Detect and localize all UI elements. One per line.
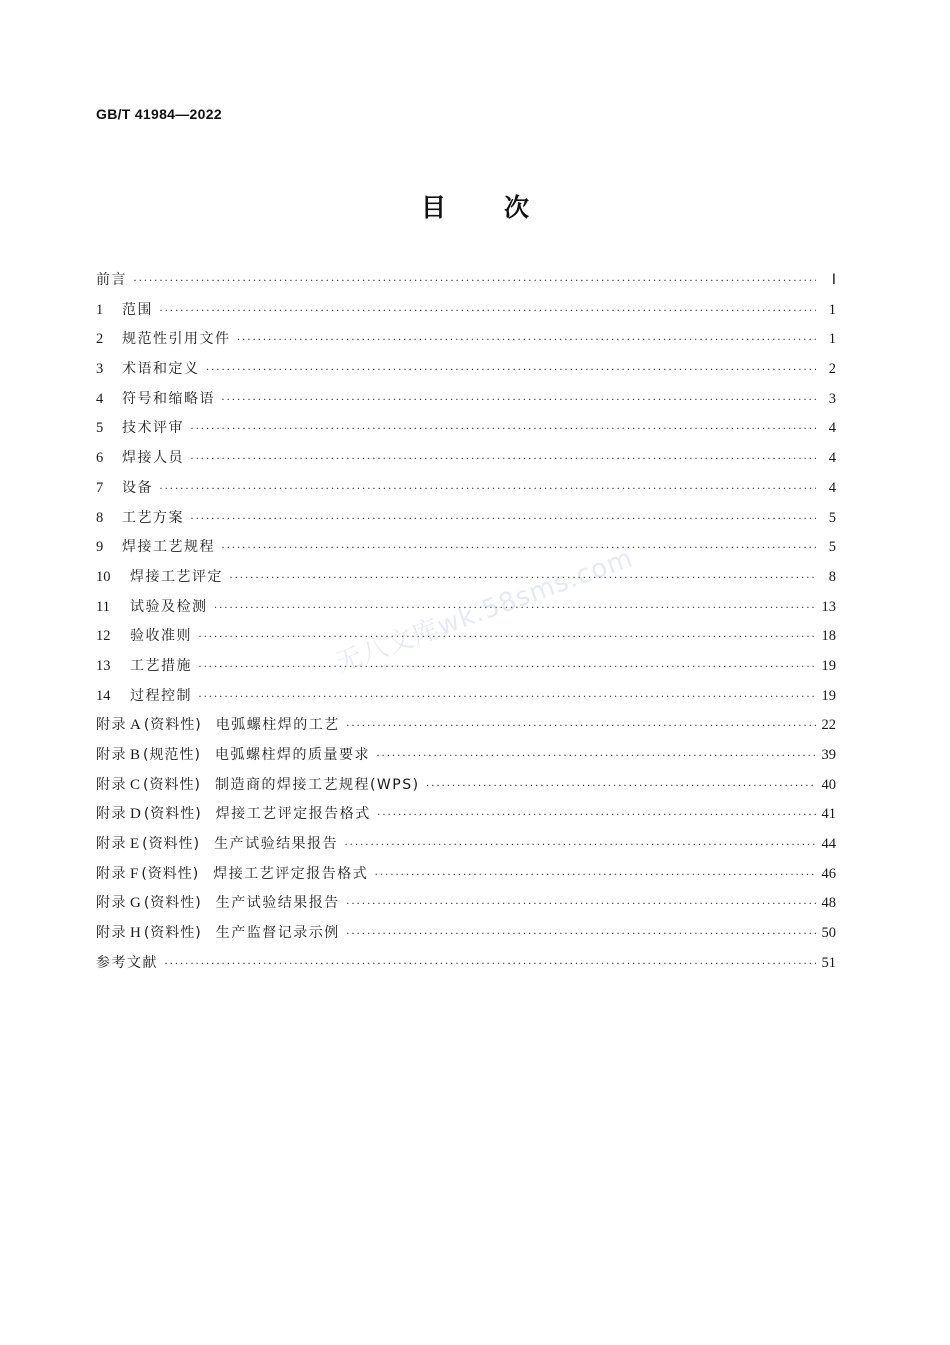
- toc-page-number: 48: [821, 895, 836, 912]
- toc-entry-title: 范围: [122, 301, 153, 318]
- toc-entry-clause[interactable]: [96, 414, 836, 444]
- toc-entry-clause[interactable]: [96, 296, 836, 326]
- toc-page-number: Ⅰ: [831, 272, 836, 288]
- toc-clause-number: 14: [96, 687, 111, 704]
- annex-letter: G: [130, 895, 141, 912]
- toc-entry-title: 焊接人员: [122, 450, 184, 467]
- toc-page-number: 41: [821, 806, 836, 823]
- toc-clause-number: 8: [96, 509, 104, 526]
- toc-page-number: 1: [828, 301, 836, 318]
- toc-clause-number: 12: [96, 628, 111, 645]
- leader-dots: [346, 711, 816, 741]
- toc-clause-number: 1: [96, 301, 104, 318]
- toc-entry-annex[interactable]: [96, 919, 836, 949]
- leader-dots: [198, 622, 816, 652]
- toc-clause-number: 10: [96, 568, 111, 585]
- annex-type: (资料性): [143, 717, 202, 734]
- annex-type: (资料性): [141, 865, 200, 882]
- toc-entry-clause[interactable]: [96, 474, 836, 504]
- toc-entry-title: 符号和缩略语: [122, 390, 215, 407]
- toc-clause-number: 6: [96, 450, 104, 467]
- toc-entry-title: 工艺措施: [130, 657, 192, 674]
- leader-dots: [237, 325, 817, 355]
- toc-entry-clause[interactable]: [96, 385, 836, 415]
- toc-entry-bibliography[interactable]: [96, 949, 836, 979]
- toc-page-number: 39: [821, 747, 836, 763]
- leader-dots: [346, 889, 816, 919]
- toc-entry-title: 电弧螺柱焊的工艺: [215, 717, 340, 734]
- leader-dots: [190, 504, 816, 534]
- toc-page-number: 40: [821, 776, 836, 793]
- leader-dots: [198, 652, 816, 682]
- toc-entry-annex[interactable]: [96, 830, 836, 860]
- leader-dots: [206, 355, 817, 385]
- annex-prefix: 附录: [96, 895, 127, 912]
- standard-code: GB/T 41984—2022: [96, 106, 222, 122]
- leader-dots: [374, 860, 815, 890]
- leader-dots: [221, 533, 816, 563]
- leader-dots: [229, 563, 816, 593]
- toc-entry-annex[interactable]: [96, 860, 836, 890]
- toc-page-number: 44: [821, 836, 836, 853]
- toc-entry-title: 制造商的焊接工艺规程(WPS): [214, 776, 420, 793]
- annex-type: (资料性): [143, 925, 202, 942]
- toc-page-number: 4: [828, 450, 836, 467]
- annex-type: (资料性): [142, 836, 201, 853]
- annex-prefix: 附录: [96, 717, 127, 734]
- toc-page-number: 13: [821, 598, 836, 615]
- toc-entry-annex[interactable]: [96, 741, 836, 771]
- toc-entry-title: 焊接工艺评定报告格式: [215, 806, 371, 823]
- toc-page-number: 4: [828, 479, 836, 496]
- toc-page-number: 18: [821, 628, 836, 645]
- toc-entry-clause[interactable]: [96, 563, 836, 593]
- annex-letter: B: [130, 747, 141, 763]
- toc-entry-annex[interactable]: [96, 711, 836, 741]
- annex-letter: C: [130, 776, 141, 793]
- toc-page-number: 8: [828, 568, 836, 585]
- toc-entry-title: 术语和定义: [122, 361, 200, 378]
- annex-letter: H: [130, 925, 141, 942]
- toc-entry-title: 工艺方案: [122, 509, 184, 526]
- toc-page-number: 50: [821, 925, 836, 942]
- annex-type: (规范性): [143, 747, 201, 763]
- annex-letter: F: [130, 865, 139, 882]
- toc-entry-clause[interactable]: [96, 682, 836, 712]
- leader-dots: [164, 949, 816, 979]
- toc-clause-number: 3: [96, 361, 104, 378]
- leader-dots: [221, 385, 816, 415]
- leader-dots: [376, 741, 816, 771]
- toc-entry-clause[interactable]: [96, 504, 836, 534]
- toc-entry-title: 电弧螺柱焊的质量要求: [214, 747, 370, 763]
- annex-letter: D: [130, 806, 141, 823]
- toc-entry-clause[interactable]: [96, 652, 836, 682]
- leader-dots: [133, 266, 816, 296]
- leader-dots: [426, 771, 816, 801]
- toc-clause-number: 2: [96, 331, 104, 348]
- toc-page-number: 2: [828, 361, 836, 378]
- leader-dots: [198, 682, 816, 712]
- table-of-contents: [96, 266, 836, 979]
- toc-entry-annex[interactable]: [96, 889, 836, 919]
- toc-entry-clause[interactable]: [96, 444, 836, 474]
- toc-page-number: 19: [821, 657, 836, 674]
- toc-entry-title: 参考文献: [96, 954, 158, 971]
- annex-prefix: 附录: [96, 865, 127, 882]
- toc-entry-clause[interactable]: [96, 355, 836, 385]
- toc-clause-number: 4: [96, 390, 104, 407]
- toc-page-number: 3: [828, 390, 836, 407]
- annex-type: (资料性): [143, 776, 201, 793]
- toc-entry-title: 技术评审: [122, 420, 184, 437]
- annex-prefix: 附录: [96, 836, 127, 853]
- annex-letter: A: [130, 717, 141, 734]
- toc-clause-number: 11: [96, 598, 110, 615]
- toc-entry-clause[interactable]: [96, 593, 836, 623]
- leader-dots: [159, 296, 816, 326]
- toc-clause-number: 5: [96, 420, 104, 437]
- leader-dots: [190, 414, 816, 444]
- toc-entry-title: 规范性引用文件: [122, 331, 231, 348]
- toc-page-number: 19: [821, 687, 836, 704]
- toc-entry-title: 生产监督记录示例: [215, 925, 340, 942]
- toc-page-number: 1: [828, 331, 836, 348]
- toc-entry-title: 设备: [122, 479, 153, 496]
- leader-dots: [346, 919, 816, 949]
- toc-entry-clause[interactable]: [96, 622, 836, 652]
- toc-entry-title: 验收准则: [130, 628, 192, 645]
- annex-prefix: 附录: [96, 925, 127, 942]
- toc-entry-clause[interactable]: [96, 325, 836, 355]
- toc-entry-clause[interactable]: [96, 533, 836, 563]
- toc-page-number: 46: [821, 865, 836, 882]
- toc-page-number: 5: [828, 539, 836, 556]
- toc-entry-title: 前言: [96, 272, 127, 288]
- page-title: 目次: [420, 193, 587, 222]
- annex-letter: E: [130, 836, 140, 853]
- toc-entry-annex[interactable]: [96, 771, 836, 801]
- toc-entry-title: 生产试验结果报告: [215, 895, 340, 912]
- toc-page-number: 4: [828, 420, 836, 437]
- leader-dots: [190, 444, 816, 474]
- toc-entry-annex[interactable]: [96, 800, 836, 830]
- toc-clause-number: 9: [96, 539, 104, 556]
- watermark: 无八文库wk.58sms.com: [332, 543, 638, 679]
- annex-prefix: 附录: [96, 776, 127, 793]
- toc-entry-title: 试验及检测: [130, 598, 208, 615]
- annex-type: (资料性): [143, 806, 202, 823]
- annex-type: (资料性): [143, 895, 202, 912]
- toc-entry-title: 焊接工艺规程: [122, 539, 215, 556]
- toc-clause-number: 13: [96, 657, 111, 674]
- toc-entry-title: 过程控制: [130, 687, 192, 704]
- toc-clause-number: 7: [96, 479, 104, 496]
- annex-prefix: 附录: [96, 747, 127, 763]
- annex-prefix: 附录: [96, 806, 127, 823]
- leader-dots: [344, 830, 815, 860]
- toc-entry-title: 焊接工艺评定: [130, 568, 223, 585]
- toc-entry-title: 焊接工艺评定报告格式: [213, 865, 369, 882]
- toc-page-number: 5: [828, 509, 836, 526]
- leader-dots: [159, 474, 816, 504]
- leader-dots: [214, 593, 816, 623]
- toc-entry-foreword[interactable]: [96, 266, 836, 296]
- toc-entry-title: 生产试验结果报告: [214, 836, 339, 853]
- toc-page-number: 22: [821, 717, 836, 734]
- leader-dots: [377, 800, 816, 830]
- toc-page-number: 51: [821, 954, 836, 971]
